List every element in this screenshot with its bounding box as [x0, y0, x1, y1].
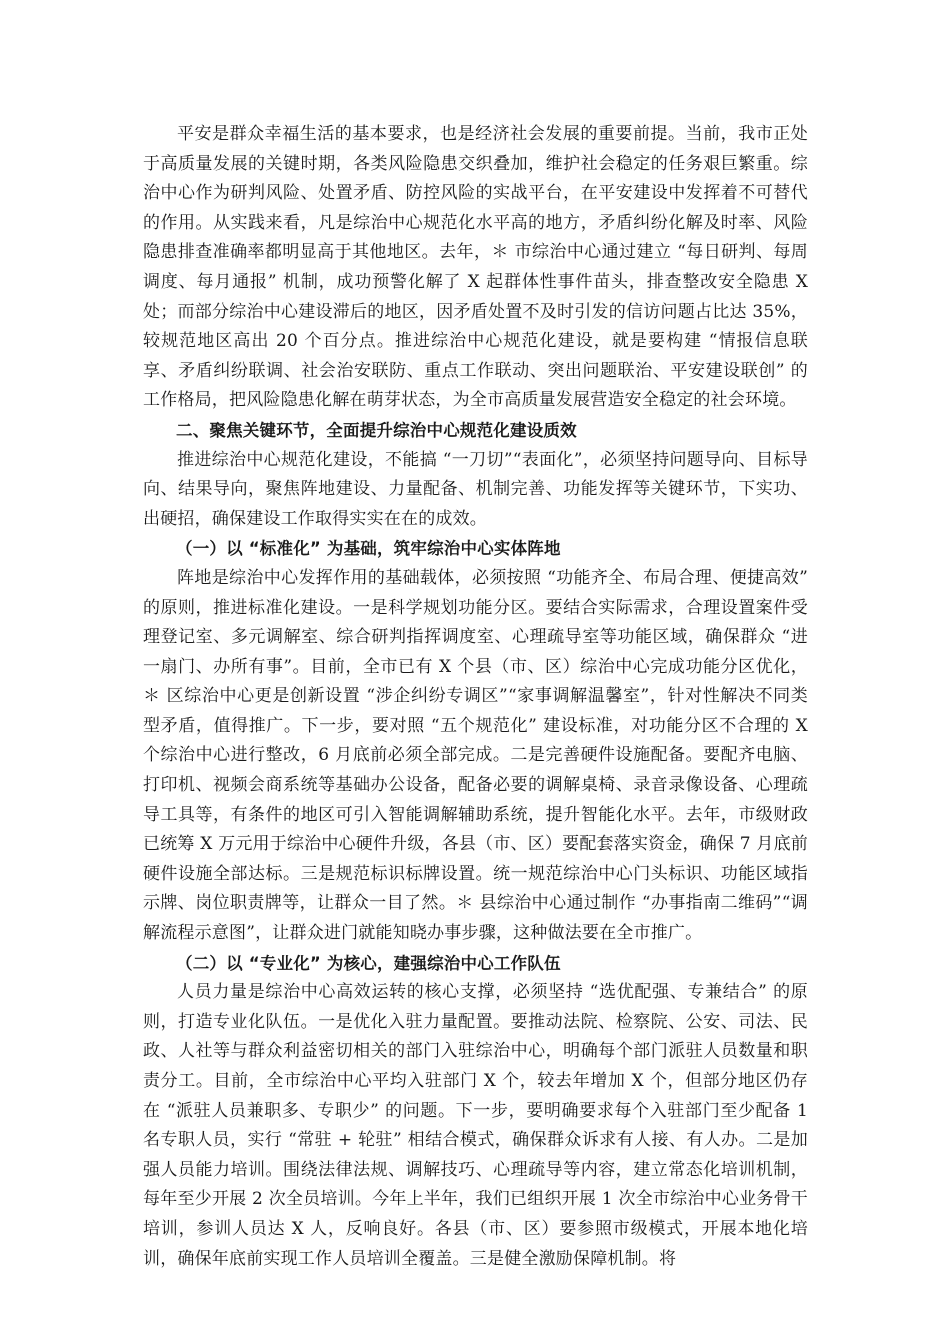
subsection-2-body: 人员力量是综治中心高效运转的核心支撑，必须坚持 “选优配强、专兼结合” 的原则，打造专业化队伍。一是优化入驻力量配置。要推动法院、检察院、公安、司法、民政、人社等与群众利益密切相关的部门入驻综治中心，明确每个部门派驻人员数量和职责分工。目前，全市综治中心平均入驻部门 X 个，较去年增加 X 个，但部分地区仍存在 “派驻人员兼职多、专职少” 的问题。下一步，要明确要求每个入驻部门至少配备 1 名专职人员，实行 “常驻 + 轮驻” 相结合模式，确保群众诉求有人接、有人办。二是加强人员能力培训。围绕法律法规、调解技巧、心理疏导等内容，建立常态化培训机制，每年至少开展 2 次全员培训。今年上半年，我们已组织开展 1 次全市综治中心业务骨干培训，参训人员达 X 人，反响良好。各县（市、区）要参照市级模式，开展本地化培训，确保年底前实现工作人员培训全覆盖。三是健全激励保障机制。将 [143, 982, 808, 1269]
subsection-1-body: 阵地是综治中心发挥作用的基础载体，必须按照 “功能齐全、布局合理、便捷高效” 的原则，推进标准化建设。一是科学规划功能分区。要结合实际需求，合理设置案件受理登记室、多元调解室、综合研判指挥调度室、心理疏导室等功能区域，确保群众 “进一扇门、办所有事”。目前，全市已有 X 个县（市、区）综治中心完成功能分区优化，＊ 区综治中心更是创新设置 “涉企纠纷专调区”“家事调解温馨室”，针对性解决不同类型矛盾，值得推广。下一步，要对照 “五个规范化” 建设标准，对功能分区不合理的 X 个综治中心进行整改，6 月底前必须全部完成。二是完善硬件设施配备。要配齐电脑、打印机、视频会商系统等基础办公设备，配备必要的调解桌椅、录音录像设备、心理疏导工具等，有条件的地区可引入智能调解辅助系统，提升智能化水平。去年，市级财政已统筹 X 万元用于综治中心硬件升级，各县（市、区）要配套落实资金，确保 7 月底前硬件设施全部达标。三是规范标识标牌设置。统一规范综治中心门头标识、功能区域指示牌、岗位职责牌等，让群众一目了然。＊ 县综治中心通过制作 “办事指南二维码”“调解流程示意图”，让群众进门就能知晓办事步骤，这种做法要在全市推广。 [143, 567, 808, 944]
subsection-2-heading: （二）以 “专业化” 为核心，建强综治中心工作队伍 [176, 953, 561, 973]
section-2-intro-paragraph: 推进综治中心规范化建设，不能搞 “一刀切”“表面化”，必须坚持问题导向、目标导向、结果导向，聚焦阵地建设、力量配备、机制完善、功能发挥等关键环节，下实功、出硬招，确保建设工作取得实实在在的成效。 [143, 449, 808, 529]
document-page [143, 120, 808, 1274]
intro-paragraph: 平安是群众幸福生活的基本要求，也是经济社会发展的重要前提。当前，我市正处于高质量发展的关键时期，各类风险隐患交织叠加，维护社会稳定的任务艰巨繁重。综治中心作为研判风险、处置矛盾、防控风险的实战平台，在平安建设中发挥着不可替代的作用。从实践来看，凡是综治中心规范化水平高的地方，矛盾纠纷化解及时率、风险隐患排查准确率都明显高于其他地区。去年，＊ 市综治中心通过建立 “每日研判、每周调度、每月通报” 机制，成功预警化解了 X 起群体性事件苗头，排查整改安全隐患 X 处；而部分综治中心建设滞后的地区，因矛盾处置不及时引发的信访问题占比达 35%，较规范地区高出 20 个百分点。推进综治中心规范化建设，就是要构建 “情报信息联享、矛盾纠纷联调、社会治安联防、重点工作联动、突出问题联治、平安建设联创” 的工作格局，把风险隐患化解在萌芽状态，为全市高质量发展营造安全稳定的社会环境。 [143, 124, 808, 411]
subsection-1-heading: （一）以 “标准化” 为基础，筑牢综治中心实体阵地 [176, 539, 561, 559]
section-2-heading: 二、聚焦关键环节，全面提升综治中心规范化建设质效 [176, 420, 577, 440]
